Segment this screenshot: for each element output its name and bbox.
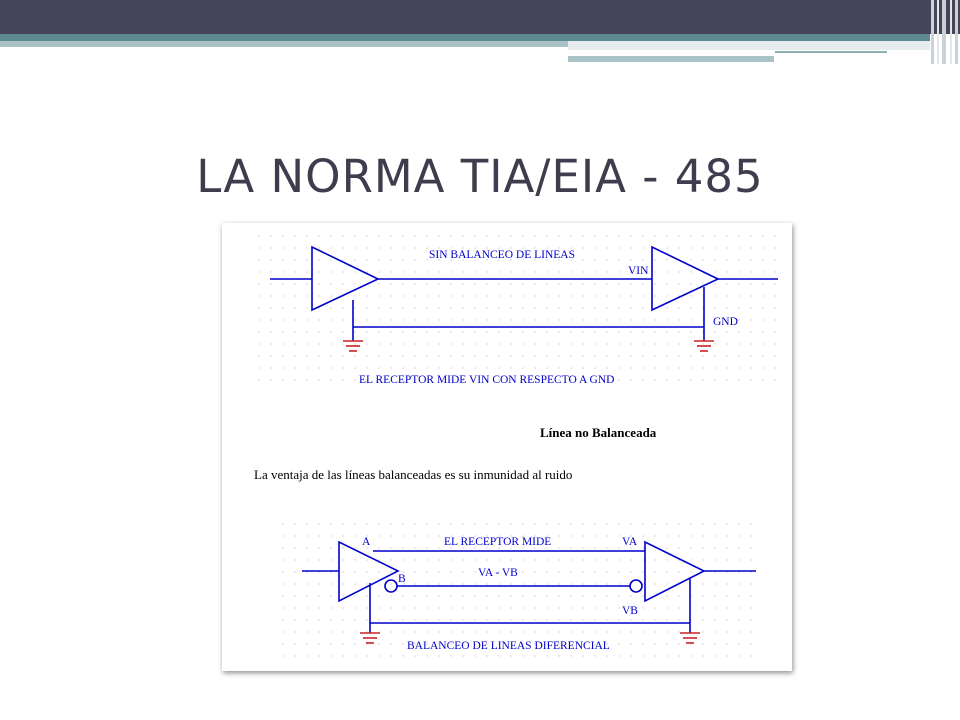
corner-line [937, 0, 939, 64]
unbalanced-footer: EL RECEPTOR MIDE VIN CON RESPECTO A GND [359, 374, 615, 386]
va-label: VA [622, 536, 638, 548]
accent-stripe-pale [568, 41, 930, 50]
corner-line [942, 0, 946, 64]
terminal-a-label: A [362, 536, 371, 548]
figure-caption: Línea no Balanceada [540, 425, 657, 440]
corner-line [950, 0, 952, 64]
accent-stripe-light [0, 41, 568, 47]
corner-line [955, 0, 958, 64]
balanced-footer: BALANCEO DE LINEAS DIFERENCIAL [407, 640, 610, 652]
corner-line [931, 0, 934, 64]
terminal-b-label: B [398, 573, 406, 585]
balanced-header: EL RECEPTOR MIDE [444, 536, 552, 548]
unbalanced-header: SIN BALANCEO DE LINEAS [429, 249, 575, 261]
rs485-diagram [222, 223, 792, 671]
accent-stripe [0, 34, 930, 41]
accent-stripe-thin [775, 51, 887, 53]
balanced-header-2: VA - VB [478, 567, 518, 579]
figure-note: La ventaja de las líneas balanceadas es su inmunidad al ruido [254, 467, 573, 482]
gnd-label: GND [713, 316, 738, 328]
diagram-figure [222, 223, 792, 671]
slide-title: LA NORMA TIA/EIA - 485 [196, 150, 764, 203]
vin-label: VIN [628, 265, 649, 277]
top-bar [0, 0, 960, 34]
accent-stripe-short [568, 56, 774, 62]
vb-label: VB [622, 605, 638, 617]
